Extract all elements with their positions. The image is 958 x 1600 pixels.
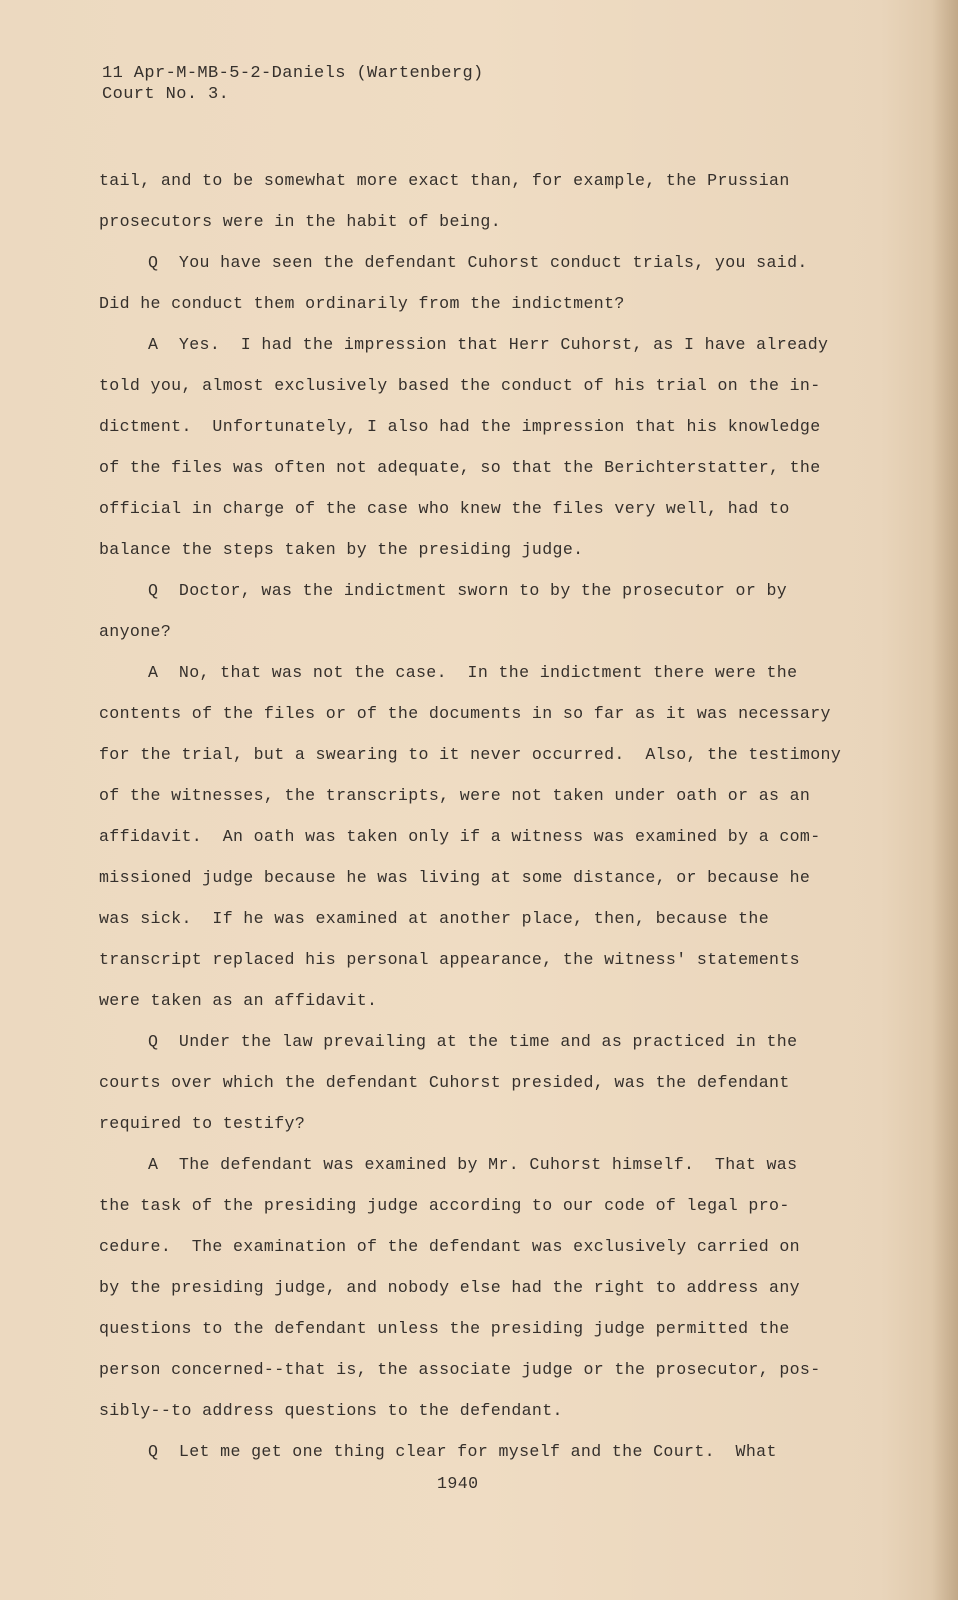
text-line: affidavit. An oath was taken only if a witness was examined by a com- — [99, 827, 821, 846]
text-line: told you, almost exclusively based the conduct of his trial on the in- — [99, 376, 821, 395]
text-line: required to testify? — [99, 1114, 306, 1133]
text-line: Did he conduct them ordinarily from the indictment? — [99, 294, 625, 313]
text-line: questions to the defendant unless the presiding judge permitted the — [99, 1319, 790, 1338]
text-line: missioned judge because he was living at some distance, or because he — [99, 868, 811, 887]
text-line: of the witnesses, the transcripts, were not taken under oath or as an — [99, 786, 811, 805]
text-line: for the trial, but a swearing to it never occurred. Also, the testimony — [99, 745, 842, 764]
text-line: official in charge of the case who knew the files very well, had to — [99, 499, 790, 518]
text-line: courts over which the defendant Cuhorst presided, was the defendant — [99, 1073, 790, 1092]
text-line: were taken as an affidavit. — [99, 991, 378, 1010]
text-line: tail, and to be somewhat more exact than, for example, the Prussian — [99, 171, 790, 190]
text-line: of the files was often not adequate, so that the Berichterstatter, the — [99, 458, 821, 477]
text-line: person concerned--that is, the associate judge or the prosecutor, pos- — [99, 1360, 821, 1379]
text-line: cedure. The examination of the defendant was exclusively carried on — [99, 1237, 800, 1256]
text-line: was sick. If he was examined at another place, then, because the — [99, 909, 770, 928]
answer-line: A The defendant was examined by Mr. Cuhorst himself. That was — [148, 1155, 798, 1174]
text-line: the task of the presiding judge according to our code of legal pro- — [99, 1196, 790, 1215]
answer-line: A No, that was not the case. In the indictment there were the — [148, 663, 798, 682]
text-line: transcript replaced his personal appearance, the witness' statements — [99, 950, 800, 969]
question-line: Q You have seen the defendant Cuhorst conduct trials, you said. — [148, 253, 808, 272]
document-header — [102, 63, 484, 105]
answer-line: A Yes. I had the impression that Herr Cuhorst, as I have already — [148, 335, 829, 354]
transcript-body — [99, 160, 842, 1472]
question-line: Q Let me get one thing clear for myself and the Court. What — [148, 1442, 777, 1461]
text-line: contents of the files or of the documents in so far as it was necessary — [99, 704, 831, 723]
text-line: dictment. Unfortunately, I also had the impression that his knowledge — [99, 417, 821, 436]
page-number: 1940 — [437, 1474, 479, 1493]
header-line-1: 11 Apr-M-MB-5-2-Daniels (Wartenberg) — [102, 64, 484, 83]
text-line: sibly--to address questions to the defendant. — [99, 1401, 563, 1420]
text-line: balance the steps taken by the presiding judge. — [99, 540, 584, 559]
header-line-2: Court No. 3. — [102, 85, 230, 104]
question-line: Q Doctor, was the indictment sworn to by the prosecutor or by — [148, 581, 788, 600]
text-line: by the presiding judge, and nobody else had the right to address any — [99, 1278, 800, 1297]
text-line: anyone? — [99, 622, 172, 641]
question-line: Q Under the law prevailing at the time and as practiced in the — [148, 1032, 798, 1051]
text-line: prosecutors were in the habit of being. — [99, 212, 502, 231]
